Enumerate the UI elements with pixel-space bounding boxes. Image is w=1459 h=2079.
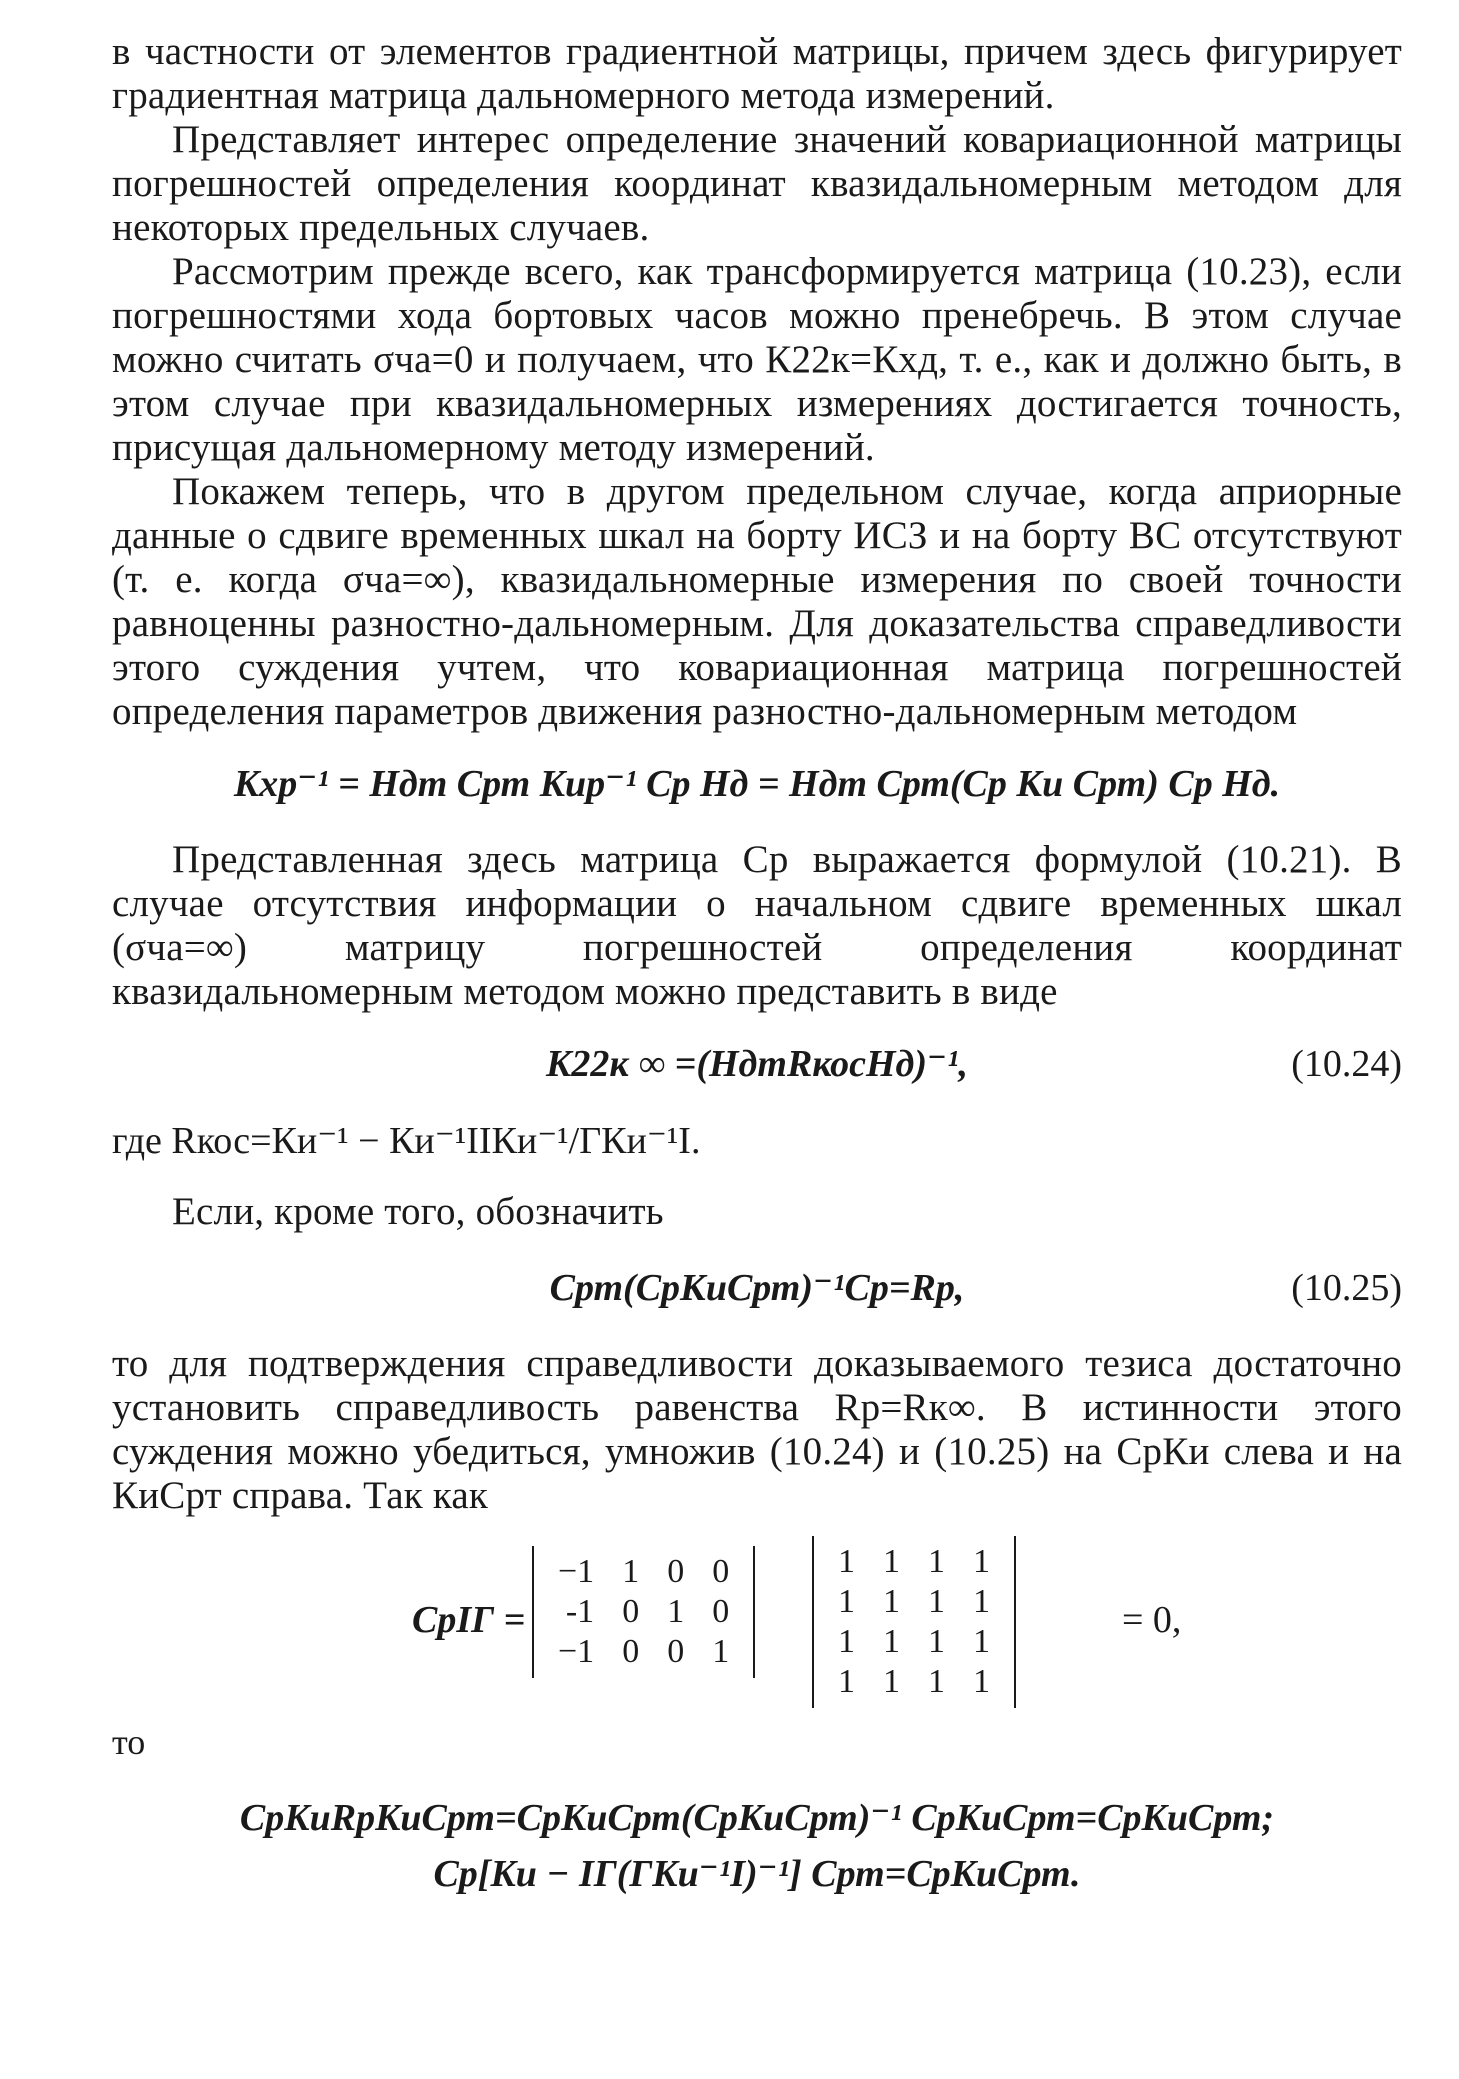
matrix-a-table [544,1552,743,1672]
equation-10-25-number: (10.25) [1291,1267,1402,1309]
equation-main-text: Kхр⁻¹ = Hдт Cрт Kир⁻¹ Cр Hд = Hдт Cрт(Cр Ки Cрт) Cр Hд. [233,763,1281,805]
paragraph-2: Представляет интерес определение значений ковариационной матрицы погрешностей определения координат квазидальномерным методом для некоторых предельных случаев. [112,118,1402,249]
matrix-a-cell: 1 [667,1593,685,1630]
matrix-b-cell: 1 [928,1663,945,1700]
matrix-a-cell: 0 [667,1633,685,1670]
paragraph-3: Рассмотрим прежде всего, как трансформируется матрица (10.23), если погрешностями хода бортовых часов можно пренебречь. В этом случае можно считать σча=0 и получаем, что К22к=Кхд, т. е., как и должно быть, в этом случае при квазидальномерных измерениях достигается точность, присущая дальномерному методу измерений. [112,250,1402,469]
matrix-b-cell: 1 [883,1663,900,1700]
matrix-b-table [824,1542,1004,1702]
paragraph-4: Покажем теперь, что в другом предельном случае, когда априорные данные о сдвиге временных шкал на борту ИСЗ и на борту ВС отсутствуют (т. е. когда σча=∞), квазидальномерные измерения по своей точности равноценны разностно-дальномерным. Для доказательства справедливости этого суждения учтем, что ковариационная матрица погрешностей определения параметров движения разностно-дальномерным методом [112,470,1402,733]
matrix-a-cell: 0 [712,1593,730,1630]
matrix-rhs: = 0, [1122,1599,1182,1641]
matrix-b-cell: 1 [838,1623,855,1660]
matrix-b-cell: 1 [883,1623,900,1660]
matrix-a-cell: 0 [667,1553,685,1590]
equation-where-text: где Rкос=Ки⁻¹ − Ки⁻¹IIКи⁻¹/ГКи⁻¹I. [112,1120,701,1162]
matrix-a-cell: 0 [712,1553,730,1590]
matrix-b-cell: 1 [838,1663,855,1700]
matrix-a-cell: 0 [622,1633,640,1670]
matrix-a [532,1546,755,1678]
paragraph-5: Представленная здесь матрица Ср выражается формулой (10.21). В случае отсутствия информации о начальном сдвиге временных шкал (σча=∞) матрицу погрешностей определения координат квазидальномерным методом можно представить в виде [112,838,1402,1013]
equation-10-24-number: (10.24) [1291,1043,1402,1085]
matrix-b-cell: 1 [883,1543,900,1580]
matrix-b-cell: 1 [973,1583,990,1620]
matrix-b-cell: 1 [928,1543,945,1580]
matrix-a-row [544,1592,743,1632]
matrix-b-row [824,1582,1004,1622]
matrix-b-cell: 1 [928,1623,945,1660]
matrix-a-cell: 0 [622,1593,640,1630]
equation-10-24 [112,1040,1402,1088]
equation-where [112,1118,1402,1164]
matrix-lhs: CрIГ = [412,1599,526,1641]
matrix-a-cell: −1 [558,1553,595,1590]
final-equation-2: Cр[Kи − IГ(ГKи⁻¹I)⁻¹] Cрт=CрKиCрт. [433,1853,1081,1895]
final-equation-1: CрKиRрKиCрт=CрKиCрт(CрKиCрт)⁻¹ CрKиCрт=CрKиCрт; [239,1797,1275,1839]
matrix-b-cell: 1 [838,1583,855,1620]
matrix-equation [112,1536,1402,1716]
matrix-a-row [544,1552,743,1592]
matrix-b-cell: 1 [973,1663,990,1700]
matrix-a-cell: −1 [558,1633,595,1670]
equation-10-24-text: K22к ∞ =(HдтRкосHд)⁻¹, [545,1043,968,1085]
matrix-b-row [824,1622,1004,1662]
matrix-b-cell: 1 [883,1583,900,1620]
equation-10-25 [112,1264,1402,1312]
matrix-b-cell: 1 [838,1543,855,1580]
matrix-a-cell: 1 [712,1633,730,1670]
matrix-b-row [824,1542,1004,1582]
paragraph-7: то для подтверждения справедливости доказываемого тезиса достаточно установить справедливость равенства Rр=Rк∞. В истинности этого суждения можно убедиться, умножив (10.24) и (10.25) на СрКи слева и на КиСрт справа. Так как [112,1342,1402,1517]
equation-main [112,760,1402,808]
matrix-b-cell: 1 [973,1543,990,1580]
paragraph-6: Если, кроме того, обозначить [172,1190,664,1233]
matrix-b-cell: 1 [973,1623,990,1660]
equation-10-25-text: Cрт(CрКиCрт)⁻¹Cр=Rр, [549,1267,965,1309]
matrix-b-cell: 1 [928,1583,945,1620]
matrix-b-row [824,1662,1004,1702]
matrix-b [812,1536,1016,1708]
paragraph-1: в частности от элементов градиентной матрицы, причем здесь фигурирует градиентная матрица дальномерного метода измерений. [112,30,1402,117]
matrix-a-cell: -1 [565,1593,595,1630]
matrix-a-row [544,1632,743,1672]
page-body [112,30,1402,1902]
matrix-a-cell: 1 [622,1553,640,1590]
to-label: то [112,1722,146,1762]
final-equations [112,1790,1402,1902]
